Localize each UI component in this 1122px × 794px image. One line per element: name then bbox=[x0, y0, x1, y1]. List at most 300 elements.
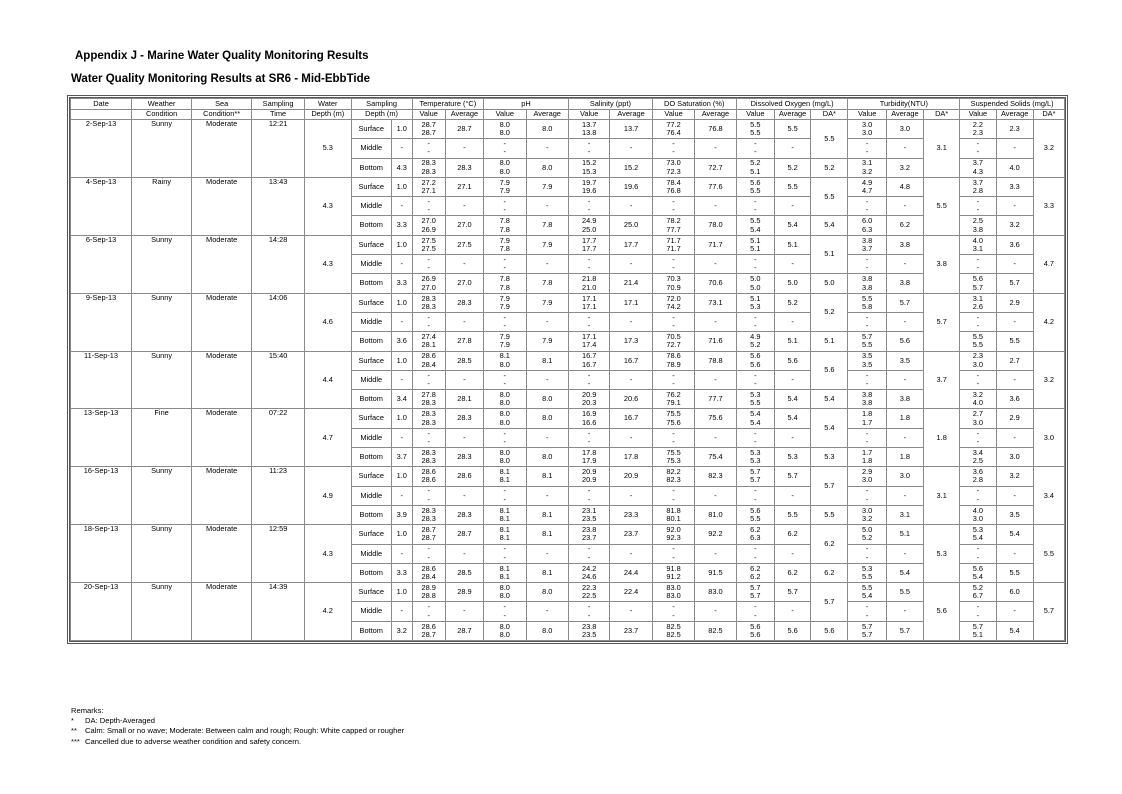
do-saturation-average: - bbox=[695, 428, 736, 447]
salinity-average: 17.1 bbox=[610, 293, 652, 312]
turbidity-value bbox=[848, 158, 886, 177]
suspended-solids-value-reading: 3.0 bbox=[972, 359, 984, 369]
salinity-value-reading: - bbox=[587, 379, 591, 388]
turbidity-value-reading: - bbox=[865, 544, 869, 554]
suspended-solids-da: 3.3 bbox=[1033, 177, 1064, 235]
sampling-depth-cell: - bbox=[391, 486, 412, 505]
salinity-value-reading: 19.7 bbox=[581, 177, 597, 187]
do-saturation-value bbox=[652, 505, 694, 524]
sea-condition-cell: Moderate bbox=[192, 235, 252, 293]
dissolved-oxygen-value bbox=[736, 332, 774, 351]
sampling-level-cell: Surface bbox=[351, 235, 391, 254]
do-saturation-value bbox=[652, 621, 694, 640]
ph-value-reading: - bbox=[503, 312, 507, 322]
turbidity-average: 3.0 bbox=[886, 120, 923, 139]
turbidity-value-reading: 5.0 bbox=[861, 525, 873, 535]
ph-value bbox=[484, 370, 526, 389]
dissolved-oxygen-value bbox=[736, 255, 774, 274]
suspended-solids-average: - bbox=[996, 602, 1033, 621]
temperature-value-reading: - bbox=[427, 321, 430, 331]
suspended-solids-value-reading: 3.4 bbox=[972, 447, 984, 457]
do-saturation-value-reading: 72.0 bbox=[666, 293, 681, 303]
temperature-average: 28.3 bbox=[445, 505, 483, 524]
suspended-solids-value-reading: - bbox=[976, 436, 980, 446]
salinity-value-reading: - bbox=[587, 254, 591, 264]
dissolved-oxygen-bottom-da: 5.0 bbox=[811, 274, 848, 293]
remark-text: Cancelled due to adverse weather condition and safety concern. bbox=[85, 736, 302, 746]
table-body bbox=[71, 120, 1065, 641]
suspended-solids-da: 3.4 bbox=[1033, 467, 1064, 525]
suspended-solids-da: 4.7 bbox=[1033, 235, 1064, 293]
sampling-level-cell: Bottom bbox=[351, 621, 391, 640]
dissolved-oxygen-value-reading: 5.0 bbox=[750, 282, 761, 292]
turbidity-value-reading: 3.0 bbox=[861, 119, 873, 129]
salinity-value-reading: 23.1 bbox=[581, 505, 597, 515]
do-saturation-value-reading: 78.6 bbox=[666, 351, 681, 361]
turbidity-value-reading: 5.5 bbox=[861, 582, 873, 592]
temperature-average: - bbox=[445, 197, 483, 216]
dissolved-oxygen-value-reading: 5.3 bbox=[750, 390, 761, 399]
suspended-solids-value-reading: - bbox=[976, 486, 980, 496]
temperature-value-reading: 28.3 bbox=[421, 398, 436, 408]
date-cell: 6-Sep-13 bbox=[71, 235, 132, 293]
ph-value-reading: 8.0 bbox=[499, 591, 510, 601]
header-sub: Depth (m) bbox=[351, 109, 412, 120]
ph-value-reading: 8.1 bbox=[499, 505, 510, 515]
turbidity-average: 1.8 bbox=[886, 409, 923, 428]
dissolved-oxygen-bottom-da: 5.1 bbox=[811, 332, 848, 351]
salinity-value bbox=[568, 293, 609, 312]
salinity-value-reading: 16.6 bbox=[581, 417, 597, 427]
temperature-average: 28.5 bbox=[445, 351, 483, 370]
dissolved-oxygen-value-reading: 5.1 bbox=[750, 235, 761, 245]
do-saturation-value-reading: 70.9 bbox=[666, 282, 681, 292]
dissolved-oxygen-value-reading: - bbox=[754, 139, 757, 149]
header-dissolved-oxygen: Dissolved Oxygen (mg/L) bbox=[736, 99, 848, 110]
suspended-solids-value bbox=[960, 120, 996, 139]
temperature-value-reading: 28.7 bbox=[421, 128, 436, 138]
sampling-level-cell: Middle bbox=[351, 255, 391, 274]
dissolved-oxygen-value-reading: - bbox=[754, 379, 757, 388]
temperature-value-reading: - bbox=[427, 436, 430, 446]
turbidity-value-reading: 5.7 bbox=[861, 629, 873, 639]
do-saturation-value bbox=[652, 428, 694, 447]
do-saturation-value-reading: - bbox=[672, 147, 675, 157]
dissolved-oxygen-value bbox=[736, 235, 774, 254]
do-saturation-value-reading: 91.2 bbox=[666, 571, 681, 581]
ph-value-reading: 8.1 bbox=[499, 475, 510, 485]
ph-average: 8.1 bbox=[526, 467, 568, 486]
dissolved-oxygen-value-reading: 5.1 bbox=[750, 166, 761, 176]
do-saturation-average: - bbox=[695, 197, 736, 216]
suspended-solids-value-reading: 3.0 bbox=[972, 514, 984, 524]
turbidity-average: 3.8 bbox=[886, 235, 923, 254]
turbidity-value-reading: 3.7 bbox=[861, 243, 873, 253]
temperature-value bbox=[412, 409, 445, 428]
sampling-depth-cell: 4.3 bbox=[391, 158, 412, 177]
salinity-value-reading: 16.9 bbox=[581, 409, 597, 419]
dissolved-oxygen-value bbox=[736, 390, 774, 409]
do-saturation-value bbox=[652, 216, 694, 235]
suspended-solids-average: - bbox=[996, 370, 1033, 389]
salinity-value-reading: 23.5 bbox=[581, 514, 597, 524]
header-sub: Value bbox=[484, 109, 526, 120]
dissolved-oxygen-average: 5.1 bbox=[774, 235, 810, 254]
suspended-solids-value bbox=[960, 274, 996, 293]
turbidity-value bbox=[848, 216, 886, 235]
ph-value bbox=[484, 139, 526, 158]
do-saturation-value-reading: 79.1 bbox=[666, 398, 681, 408]
dissolved-oxygen-value-reading: 5.3 bbox=[750, 456, 761, 466]
salinity-value-reading: 13.8 bbox=[581, 128, 597, 138]
turbidity-average: 4.8 bbox=[886, 177, 923, 196]
ph-value bbox=[484, 177, 526, 196]
sampling-level-cell: Middle bbox=[351, 139, 391, 158]
do-saturation-average: - bbox=[695, 544, 736, 563]
salinity-average: 17.8 bbox=[610, 448, 652, 467]
do-saturation-value-reading: 75.3 bbox=[666, 456, 681, 466]
ph-value bbox=[484, 235, 526, 254]
do-saturation-value-reading: 75.5 bbox=[666, 447, 681, 457]
temperature-average: 27.5 bbox=[445, 235, 483, 254]
ph-value-reading: 7.9 bbox=[499, 235, 510, 245]
do-saturation-value-reading: - bbox=[672, 197, 675, 207]
temperature-value bbox=[412, 332, 445, 351]
do-saturation-value-reading: 76.2 bbox=[666, 390, 681, 399]
dissolved-oxygen-average: 5.5 bbox=[774, 120, 810, 139]
do-saturation-value-reading: - bbox=[672, 544, 675, 554]
dissolved-oxygen-value-reading: 5.5 bbox=[750, 119, 761, 129]
do-saturation-value-reading: - bbox=[672, 436, 675, 446]
ph-value-reading: 8.1 bbox=[499, 571, 510, 581]
dissolved-oxygen-value bbox=[736, 158, 774, 177]
salinity-value-reading: - bbox=[587, 205, 591, 215]
dissolved-oxygen-value bbox=[736, 544, 774, 563]
temperature-value-reading: - bbox=[427, 370, 430, 380]
weather-condition-cell: Sunny bbox=[132, 235, 192, 293]
salinity-average: - bbox=[610, 370, 652, 389]
sampling-level-cell: Middle bbox=[351, 602, 391, 621]
sampling-level-cell: Middle bbox=[351, 486, 391, 505]
sampling-time-cell: 14:06 bbox=[252, 293, 305, 351]
ph-value bbox=[484, 332, 526, 351]
salinity-average: 20.6 bbox=[610, 390, 652, 409]
dissolved-oxygen-da: 5.6 bbox=[811, 351, 848, 390]
dissolved-oxygen-value-reading: 5.7 bbox=[750, 467, 761, 477]
suspended-solids-value-reading: 5.5 bbox=[972, 340, 984, 350]
header-sub: Condition bbox=[132, 109, 192, 120]
do-saturation-average: - bbox=[695, 370, 736, 389]
dissolved-oxygen-value-reading: 5.3 bbox=[750, 301, 761, 311]
date-cell: 16-Sep-13 bbox=[71, 467, 132, 525]
suspended-solids-average: 3.5 bbox=[996, 505, 1033, 524]
sampling-level-cell: Middle bbox=[351, 197, 391, 216]
suspended-solids-value bbox=[960, 158, 996, 177]
header-sub: Average bbox=[526, 109, 568, 120]
suspended-solids-average: - bbox=[996, 197, 1033, 216]
turbidity-value-reading: 3.8 bbox=[861, 235, 873, 245]
appendix-title: Appendix J - Marine Water Quality Monitoring Results bbox=[75, 50, 369, 62]
ph-value bbox=[484, 216, 526, 235]
ph-value-reading: - bbox=[503, 379, 507, 388]
salinity-value bbox=[568, 177, 609, 196]
salinity-value bbox=[568, 544, 609, 563]
ph-value-reading: 8.0 bbox=[499, 359, 510, 369]
turbidity-value-reading: - bbox=[865, 379, 869, 388]
do-saturation-value bbox=[652, 158, 694, 177]
temperature-value-reading: - bbox=[427, 428, 430, 438]
turbidity-average: 5.7 bbox=[886, 621, 923, 640]
suspended-solids-value-reading: - bbox=[976, 254, 980, 264]
do-saturation-value bbox=[652, 274, 694, 293]
dissolved-oxygen-value bbox=[736, 467, 774, 486]
sampling-level-cell: Surface bbox=[351, 525, 391, 544]
do-saturation-value bbox=[652, 255, 694, 274]
dissolved-oxygen-bottom-da: 5.5 bbox=[811, 505, 848, 524]
ph-value-reading: 8.0 bbox=[499, 456, 510, 466]
temperature-value bbox=[412, 370, 445, 389]
ph-value-reading: 8.0 bbox=[499, 119, 510, 129]
header-sampling: Sampling bbox=[252, 99, 305, 110]
ph-value-reading: - bbox=[503, 552, 507, 562]
turbidity-value-reading: - bbox=[865, 147, 869, 157]
sea-condition-cell: Moderate bbox=[192, 120, 252, 178]
temperature-value-reading: 28.3 bbox=[421, 409, 436, 419]
temperature-value bbox=[412, 563, 445, 582]
salinity-average: 25.0 bbox=[610, 216, 652, 235]
temperature-average: - bbox=[445, 312, 483, 331]
temperature-value-reading: - bbox=[427, 139, 430, 149]
salinity-value bbox=[568, 448, 609, 467]
salinity-value-reading: 20.9 bbox=[581, 390, 597, 399]
dissolved-oxygen-value-reading: - bbox=[754, 494, 757, 504]
suspended-solids-average: 5.5 bbox=[996, 563, 1033, 582]
suspended-solids-value-reading: 4.0 bbox=[972, 235, 984, 245]
suspended-solids-average: 5.4 bbox=[996, 621, 1033, 640]
sampling-level-cell: Surface bbox=[351, 120, 391, 139]
do-saturation-value-reading: - bbox=[672, 610, 675, 620]
sampling-depth-cell: - bbox=[391, 428, 412, 447]
temperature-value bbox=[412, 602, 445, 621]
weather-condition-cell: Rainy bbox=[132, 177, 192, 235]
temperature-average: 28.3 bbox=[445, 448, 483, 467]
ph-average: 8.0 bbox=[526, 448, 568, 467]
salinity-average: - bbox=[610, 544, 652, 563]
sampling-time-cell: 14:28 bbox=[252, 235, 305, 293]
suspended-solids-value bbox=[960, 332, 996, 351]
temperature-value-reading: 28.7 bbox=[421, 533, 436, 543]
suspended-solids-value-reading: 2.2 bbox=[972, 119, 984, 129]
temperature-value bbox=[412, 216, 445, 235]
do-saturation-value bbox=[652, 312, 694, 331]
temperature-value-reading: 26.9 bbox=[421, 224, 436, 234]
temperature-average: 28.3 bbox=[445, 158, 483, 177]
salinity-average: 20.9 bbox=[610, 467, 652, 486]
sampling-depth-cell: - bbox=[391, 602, 412, 621]
dissolved-oxygen-value-reading: - bbox=[754, 436, 757, 446]
sampling-time-cell: 11:23 bbox=[252, 467, 305, 525]
sea-condition-cell: Moderate bbox=[192, 583, 252, 641]
suspended-solids-average: - bbox=[996, 544, 1033, 563]
suspended-solids-value bbox=[960, 255, 996, 274]
sampling-depth-cell: 3.6 bbox=[391, 332, 412, 351]
turbidity-da: 3.7 bbox=[924, 351, 960, 409]
do-saturation-value bbox=[652, 409, 694, 428]
dissolved-oxygen-average: 5.6 bbox=[774, 351, 810, 370]
turbidity-da: 1.8 bbox=[924, 409, 960, 467]
suspended-solids-da: 5.5 bbox=[1033, 525, 1064, 583]
temperature-average: 27.8 bbox=[445, 332, 483, 351]
do-saturation-value bbox=[652, 563, 694, 582]
table-row bbox=[71, 120, 1065, 139]
turbidity-value-reading: - bbox=[865, 370, 869, 380]
sampling-depth-cell: 1.0 bbox=[391, 525, 412, 544]
salinity-average: 24.4 bbox=[610, 563, 652, 582]
dissolved-oxygen-value-reading: 5.6 bbox=[750, 359, 761, 369]
do-saturation-value-reading: 83.0 bbox=[666, 591, 681, 601]
temperature-value-reading: 27.0 bbox=[421, 216, 436, 226]
header-water: Water bbox=[304, 99, 351, 110]
header-sub: Average bbox=[695, 109, 736, 120]
turbidity-value-reading: 5.3 bbox=[861, 563, 873, 573]
suspended-solids-value bbox=[960, 563, 996, 582]
do-saturation-average: 78.8 bbox=[695, 351, 736, 370]
ph-value bbox=[484, 486, 526, 505]
salinity-value bbox=[568, 428, 609, 447]
dissolved-oxygen-value-reading: - bbox=[754, 602, 757, 612]
suspended-solids-value-reading: 5.7 bbox=[972, 282, 984, 292]
turbidity-value-reading: - bbox=[865, 436, 869, 446]
salinity-value-reading: - bbox=[587, 139, 591, 149]
dissolved-oxygen-value bbox=[736, 525, 774, 544]
ph-value-reading: - bbox=[503, 263, 507, 273]
suspended-solids-value bbox=[960, 351, 996, 370]
remarks-block bbox=[71, 706, 404, 747]
sampling-depth-cell: - bbox=[391, 312, 412, 331]
turbidity-value bbox=[848, 274, 886, 293]
header-date: Date bbox=[71, 99, 132, 110]
do-saturation-average: 81.0 bbox=[695, 505, 736, 524]
turbidity-da: 3.1 bbox=[924, 467, 960, 525]
ph-value-reading: - bbox=[503, 436, 507, 446]
dissolved-oxygen-value-reading: 4.9 bbox=[750, 332, 761, 342]
turbidity-value-reading: 3.2 bbox=[861, 166, 873, 176]
water-depth-cell: 4.9 bbox=[304, 467, 351, 525]
turbidity-average: - bbox=[886, 139, 923, 158]
temperature-value-reading: 28.3 bbox=[421, 293, 436, 303]
dissolved-oxygen-bottom-da: 5.6 bbox=[811, 621, 848, 640]
dissolved-oxygen-da: 5.1 bbox=[811, 235, 848, 274]
ph-value bbox=[484, 505, 526, 524]
ph-value-reading: - bbox=[503, 139, 507, 149]
weather-condition-cell: Sunny bbox=[132, 525, 192, 583]
salinity-value-reading: 17.8 bbox=[581, 447, 597, 457]
suspended-solids-average: 6.0 bbox=[996, 583, 1033, 602]
suspended-solids-value-reading: 3.6 bbox=[972, 467, 984, 477]
turbidity-value-reading: 3.2 bbox=[861, 514, 873, 524]
salinity-value-reading: 16.7 bbox=[581, 359, 597, 369]
do-saturation-value-reading: 81.8 bbox=[666, 505, 681, 515]
ph-value bbox=[484, 621, 526, 640]
salinity-value-reading: 24.6 bbox=[581, 571, 597, 581]
dissolved-oxygen-value bbox=[736, 486, 774, 505]
suspended-solids-average: 5.7 bbox=[996, 274, 1033, 293]
header-sub: Average bbox=[774, 109, 810, 120]
turbidity-da: 5.3 bbox=[924, 525, 960, 583]
temperature-value bbox=[412, 235, 445, 254]
dissolved-oxygen-value-reading: 5.5 bbox=[750, 186, 761, 196]
dissolved-oxygen-value-reading: 5.2 bbox=[750, 340, 761, 350]
salinity-average: - bbox=[610, 486, 652, 505]
salinity-value-reading: 25.0 bbox=[581, 224, 597, 234]
sea-condition-cell: Moderate bbox=[192, 351, 252, 409]
do-saturation-average: 70.6 bbox=[695, 274, 736, 293]
temperature-average: 28.1 bbox=[445, 390, 483, 409]
do-saturation-average: 83.0 bbox=[695, 583, 736, 602]
turbidity-value bbox=[848, 139, 886, 158]
salinity-value-reading: - bbox=[587, 197, 591, 207]
suspended-solids-average: - bbox=[996, 255, 1033, 274]
salinity-value-reading: 13.7 bbox=[581, 119, 597, 129]
ph-value-reading: 8.0 bbox=[499, 409, 510, 419]
remark-item bbox=[71, 716, 404, 726]
salinity-average: 16.7 bbox=[610, 409, 652, 428]
suspended-solids-value-reading: - bbox=[976, 544, 980, 554]
sampling-level-cell: Bottom bbox=[351, 390, 391, 409]
weather-condition-cell: Sunny bbox=[132, 467, 192, 525]
turbidity-value bbox=[848, 255, 886, 274]
turbidity-average: - bbox=[886, 428, 923, 447]
dissolved-oxygen-bottom-da: 5.2 bbox=[811, 158, 848, 177]
dissolved-oxygen-average: - bbox=[774, 486, 810, 505]
header-sub: Average bbox=[445, 109, 483, 120]
weather-condition-cell: Fine bbox=[132, 409, 192, 467]
do-saturation-value bbox=[652, 293, 694, 312]
temperature-average: - bbox=[445, 255, 483, 274]
dissolved-oxygen-average: 5.3 bbox=[774, 448, 810, 467]
salinity-value-reading: 21.0 bbox=[581, 282, 597, 292]
temperature-value bbox=[412, 274, 445, 293]
ph-average: 8.0 bbox=[526, 583, 568, 602]
temperature-value-reading: - bbox=[427, 197, 430, 207]
turbidity-da: 5.5 bbox=[924, 177, 960, 235]
sampling-depth-cell: 1.0 bbox=[391, 467, 412, 486]
dissolved-oxygen-value-reading: - bbox=[754, 544, 757, 554]
do-saturation-value-reading: 71.7 bbox=[666, 243, 681, 253]
turbidity-value-reading: 3.5 bbox=[861, 351, 873, 361]
weather-condition-cell: Sunny bbox=[132, 293, 192, 351]
ph-value-reading: - bbox=[503, 147, 507, 157]
salinity-value bbox=[568, 235, 609, 254]
date-cell: 9-Sep-13 bbox=[71, 293, 132, 351]
salinity-value-reading: 23.7 bbox=[581, 533, 597, 543]
salinity-value bbox=[568, 139, 609, 158]
dissolved-oxygen-average: - bbox=[774, 139, 810, 158]
do-saturation-value-reading: 75.5 bbox=[666, 409, 681, 419]
ph-value-reading: 7.8 bbox=[499, 282, 510, 292]
sampling-depth-cell: 3.3 bbox=[391, 216, 412, 235]
temperature-average: 28.6 bbox=[445, 467, 483, 486]
sampling-time-cell: 13:43 bbox=[252, 177, 305, 235]
weather-condition-cell: Sunny bbox=[132, 120, 192, 178]
sampling-depth-cell: 1.0 bbox=[391, 120, 412, 139]
turbidity-value-reading: - bbox=[865, 312, 869, 322]
salinity-value-reading: 17.7 bbox=[581, 235, 597, 245]
dissolved-oxygen-value-reading: - bbox=[754, 205, 757, 215]
turbidity-value bbox=[848, 120, 886, 139]
suspended-solids-da: 3.2 bbox=[1033, 351, 1064, 409]
ph-value bbox=[484, 120, 526, 139]
